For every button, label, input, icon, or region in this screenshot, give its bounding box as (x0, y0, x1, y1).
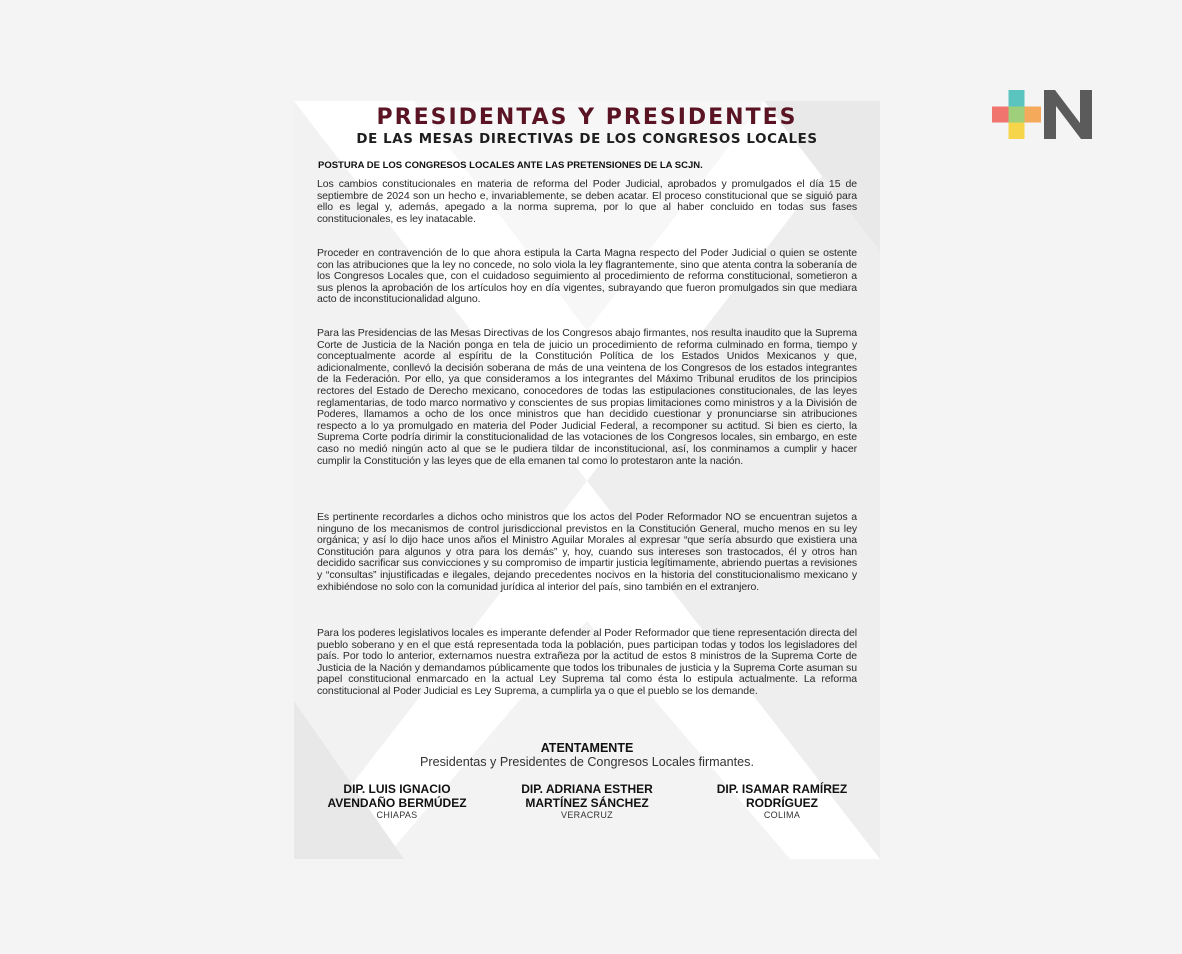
statement-paragraph-3: Para las Presidencias de las Mesas Directivas de los Congresos abajo firmantes, nos resulta inaudito que la Suprema Corte de Justicia de la Nación ponga en tela de juicio un procedimiento de reforma culminado en forma, tiempo y conceptualmente acorde al espíritu de la Constitución Política de los Estados Unidos Mexicanos y que, adicionalmente, conllevó la decisión soberana de más de una veintena de los Congresos de los estados integrantes de la Federación. Por ello, ya que consideramos a los integrantes del Máximo Tribunal eruditos de los principios rectores del Estado de Derecho mexicano, conocedores de todas las estipulaciones constitucionales, de las leyes reglamentarias, de todo marco normativo y conscientes de sus propias limitaciones como ministros y a la División de Poderes, llamamos a ocho de los once ministros que han decidido cuestionar y pronunciarse sin atribuciones respecto a lo ya promulgado en materia del Poder Judicial Federal, a recomponer su actitud. Si bien es cierto, la Suprema Corte podría dirimir la constitucionalidad de las votaciones de los Congresos locales, sin embargo, en este caso no medió ningún acto al que se le pudiera tildar de inconstitucional, así, los conminamos a cumplir y hacer cumplir la Constitución y las leyes que de ella emanen tal como lo protestaron ante la nación. (317, 327, 857, 467)
signatory-name-line-2: AVENDAÑO BERMÚDEZ (327, 796, 467, 810)
n-letter-icon (1044, 90, 1092, 139)
signatory-state: COLIMA (763, 810, 801, 820)
statement-paragraph-2: Proceder en contravención de lo que ahora estipula la Carta Magna respecto del Poder Judicial o quien se ostente con las atribuciones que la ley no concede, no solo viola la ley flagrantemente, sino que atenta contra la soberanía de los Congresos Locales que, con el cuidadoso seguimiento al procedimiento de reforma constitucional, sometieron a sus plenos la aprobación de los artículos hoy en día vigentes, subrayando que fueron promulgados sin que mediara acto de inconstitucionalidad alguno. (317, 247, 857, 306)
news-channel-logo (992, 90, 1092, 139)
signatory-name-line-2: RODRÍGUEZ (746, 796, 818, 810)
signatory-name-line-1: DIP. LUIS IGNACIO (343, 782, 451, 796)
signatory-block (299, 782, 495, 821)
signatory-name-line-1: DIP. ADRIANA ESTHER (521, 782, 653, 796)
statement-paragraph-4: Es pertinente recordarles a dichos ocho ministros que los actos del Poder Reformador NO se encuentran sujetos a ninguno de los mecanismos de control jurisdiccional previstos en la Constitución General, mucho menos en su ley orgánica; y así lo dijo hace unos años el Ministro Aguilar Morales al expresar “que sería absurdo que existiera una Constitución para algunos y otra para los demás” y, hoy, cuando sus intereses son trastocados, él y otros han decidido sacrificar sus convicciones y su compromiso de impartir justicia legítimamente, abriendo puertas a revisiones y “consultas” injustificadas e ilegales, dejando precedentes nocivos en la historia del constitucionalismo mexicano y exhibiéndose no solo con la comunidad jurídica al interior del país, sino también en el extranjero. (317, 511, 857, 593)
document-title: PRESIDENTAS Y PRESIDENTES (376, 105, 798, 130)
statement-heading: POSTURA DE LOS CONGRESOS LOCALES ANTE LAS PRETENSIONES DE LA SCJN. (318, 160, 703, 171)
statement-document (294, 101, 880, 859)
statement-paragraph-1: Los cambios constitucionales en materia de reforma del Poder Judicial, aprobados y promulgados el día 15 de septiembre de 2024 son un hecho e, invariablemente, se deben acatar. El proceso constitucional que se siguió para ello es legal y, además, apegado a la norma suprema, por lo que al haber concluido en todas sus fases constitucionales, es ley inatacable. (317, 178, 857, 225)
signatory-name-line-1: DIP. ISAMAR RAMÍREZ (716, 782, 848, 796)
plus-icon (992, 90, 1041, 139)
document-subtitle: DE LAS MESAS DIRECTIVAS DE LOS CONGRESOS LOCALES (356, 132, 818, 147)
signatory-name-line-2: MARTÍNEZ SÁNCHEZ (525, 796, 649, 810)
closing-salutation: ATENTAMENTE (540, 741, 634, 755)
statement-paragraph-5: Para los poderes legislativos locales es imperante defender al Poder Reformador que tiene representación directa del pueblo soberano y en el que está representada toda la población, pues participan todas y todos los legisladores del país. Por todo lo anterior, externamos nuestra extrañeza por la actitud de estos 8 ministros de la Suprema Corte de Justicia de la Nación y demandamos públicamente que todos los tribunales de justicia y la Suprema Corte asuman su papel constitucional enmarcado en la actual Ley Suprema tal como ésta lo estipula actualmente. La reforma constitucional al Poder Judicial es Ley Suprema, a cumplirla ya o que el pueblo se los demande. (317, 627, 857, 697)
signatory-state: CHIAPAS (376, 810, 418, 820)
signatory-block (489, 782, 685, 821)
closing-signers-line: Presidentas y Presidentes de Congresos Locales firmantes. (420, 755, 754, 769)
signatory-block (684, 782, 880, 821)
signatory-state: VERACRUZ (561, 810, 613, 820)
